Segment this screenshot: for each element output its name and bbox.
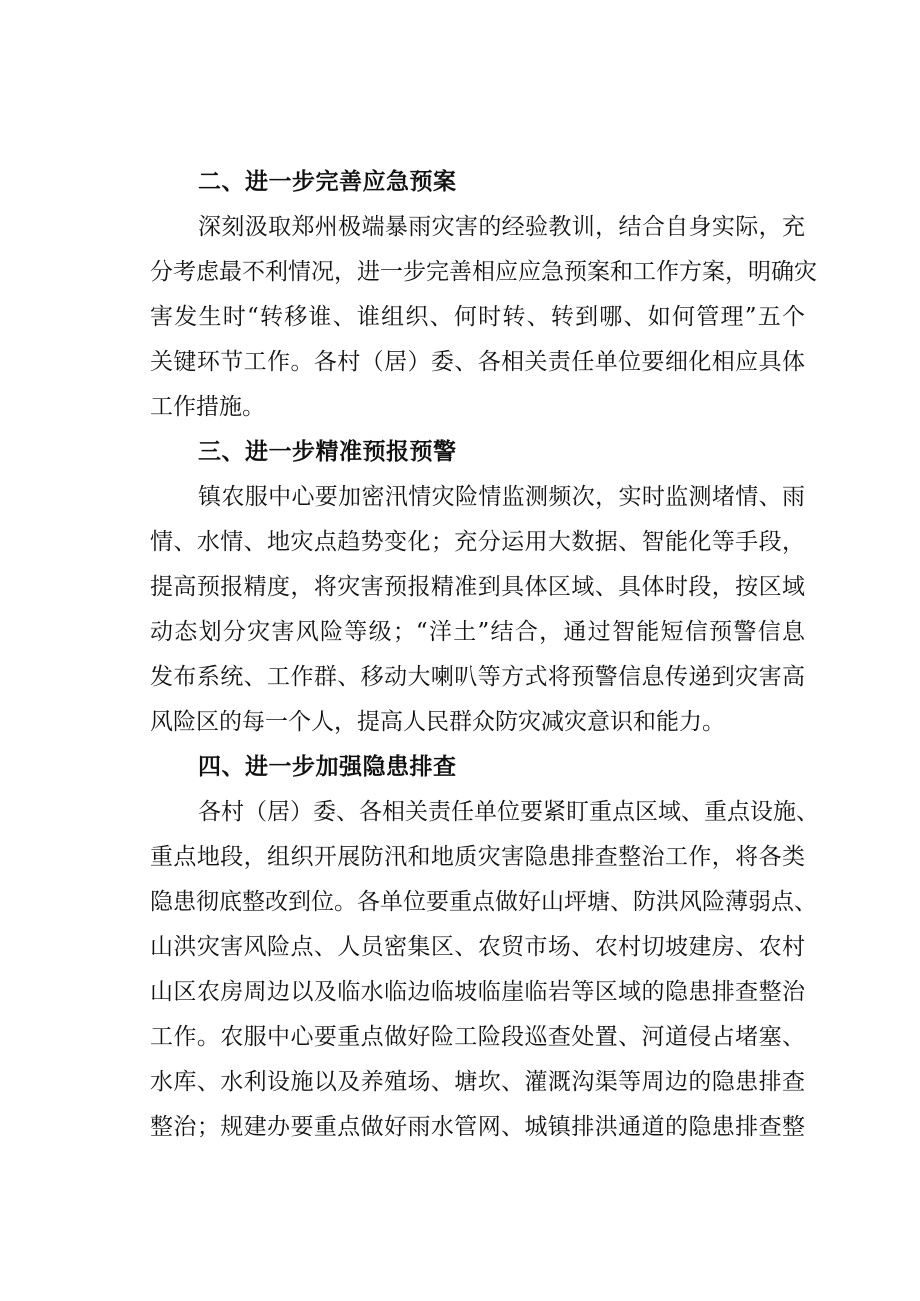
paragraph-line: 山区农房周边以及临水临边临坡临崖临岩等区域的隐患排查整治 [150,979,805,1005]
paragraph-line: 工作措施。 [150,394,265,420]
paragraph-line: 关键环节工作。各村（居）委、各相关责任单位要细化相应具体 [150,349,805,375]
paragraph-line: 各村（居）委、各相关责任单位要紧盯重点区域、重点设施、 [198,799,819,825]
section-heading: 四、进一步加强隐患排查 [198,754,457,780]
paragraph-line: 害发生时“转移谁、谁组织、何时转、转到哪、如何管理”五个 [150,304,805,330]
paragraph-line: 动态划分灾害风险等级；“洋土”结合，通过智能短信预警信息 [150,619,805,645]
paragraph-line: 发布系统、工作群、移动大喇叭等方式将预警信息传递到灾害高 [150,664,805,690]
paragraph-line: 情、水情、地灾点趋势变化；充分运用大数据、智能化等手段， [150,529,805,555]
paragraph-line: 深刻汲取郑州极端暴雨灾害的经验教训，结合自身实际，充 [198,214,805,240]
document-page [150,160,819,1150]
paragraph-line: 分考虑最不利情况，进一步完善相应应急预案和工作方案，明确灾 [150,259,817,285]
paragraph-line: 风险区的每一个人，提高人民群众防灾减灾意识和能力。 [150,709,725,735]
paragraph-line: 隐患彻底整改到位。各单位要重点做好山坪塘、防洪风险薄弱点、 [150,889,817,915]
section-heading: 二、进一步完善应急预案 [198,169,457,195]
paragraph-line: 水库、水利设施以及养殖场、塘坎、灌溉沟渠等周边的隐患排查 [150,1069,805,1095]
paragraph-line: 镇农服中心要加密汛情灾险情监测频次，实时监测堵情、雨 [198,484,805,510]
paragraph-line: 工作。农服中心要重点做好险工险段巡查处置、河道侵占堵塞、 [150,1024,805,1050]
paragraph-line: 重点地段，组织开展防汛和地质灾害隐患排查整治工作，将各类 [150,844,805,870]
paragraph-line: 提高预报精度，将灾害预报精准到具体区域、具体时段，按区域 [150,574,805,600]
paragraph-line: 山洪灾害风险点、人员密集区、农贸市场、农村切坡建房、农村 [150,934,805,960]
section-heading: 三、进一步精准预报预警 [198,439,457,465]
paragraph-line: 整治；规建办要重点做好雨水管网、城镇排洪通道的隐患排查整 [150,1114,805,1140]
